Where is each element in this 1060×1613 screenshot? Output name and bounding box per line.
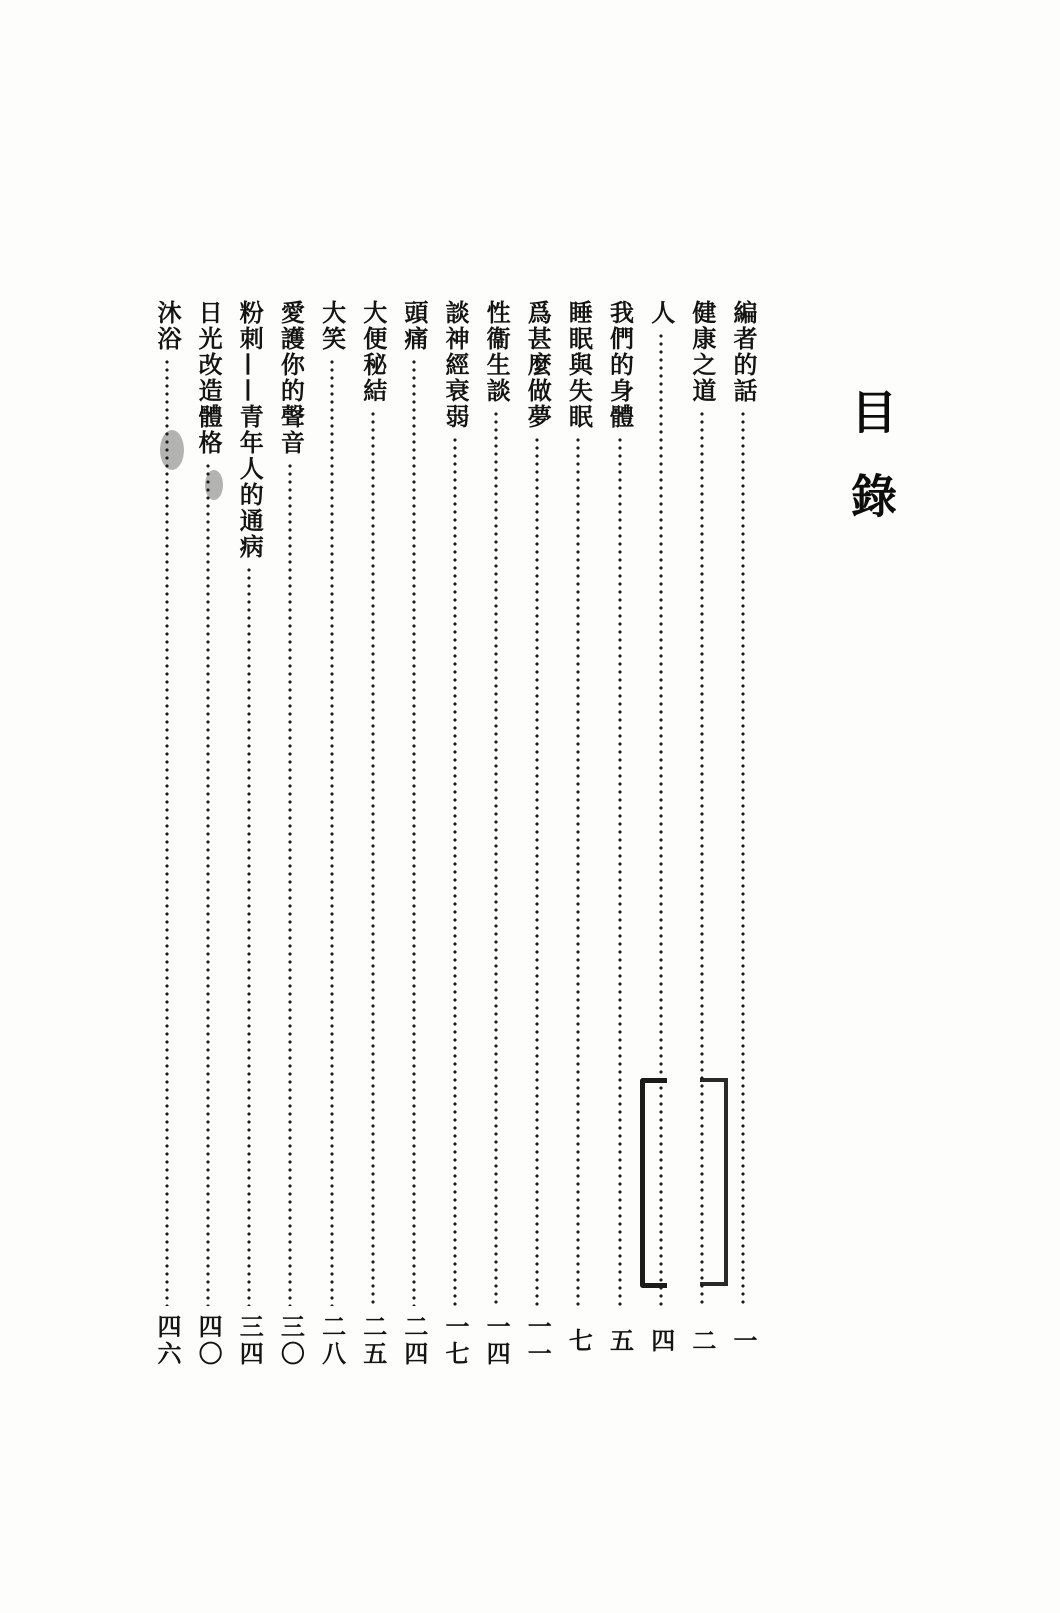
toc-entry-leader-dots [618, 436, 622, 1306]
toc-entry-page: 三四 [235, 1314, 265, 1368]
toc-entry-page: 二四 [399, 1314, 429, 1368]
toc-entry-leader-dots [371, 410, 375, 1306]
toc-entry-title: 大笑 [317, 300, 347, 352]
toc-entry-leader-dots [535, 436, 539, 1306]
toc-entry-page: 五 [605, 1327, 635, 1355]
toc-entry-title: 日光改造體格 [194, 300, 224, 456]
toc-entry-page: 一四 [482, 1314, 512, 1368]
toc-entry-title: 性衞生談 [482, 300, 512, 404]
toc-entry-leader-dots [330, 358, 334, 1306]
toc-entry-title: 談神經衰弱 [440, 300, 470, 430]
toc-entry-leader-dots [412, 358, 416, 1306]
toc-entry-page: 二八 [317, 1314, 347, 1368]
page-title: 目錄 [844, 388, 898, 556]
toc-entry-page: 一七 [440, 1314, 470, 1368]
toc-entry[interactable] [315, 300, 349, 1370]
toc-entry-leader-dots [659, 332, 663, 1306]
toc-entry-page: 四〇 [194, 1314, 224, 1368]
toc-entry-leader-dots [453, 436, 457, 1306]
toc-entry-title: 頭痛 [399, 300, 429, 352]
toc-entry-page: 四 [646, 1327, 676, 1355]
toc-entry[interactable] [603, 300, 637, 1370]
toc-entry-leader-dots [247, 566, 251, 1306]
toc-entry-leader-dots [576, 436, 580, 1306]
toc-entry-title: 我們的身體 [605, 300, 635, 430]
toc-entry-page: 一 [728, 1327, 758, 1355]
toc-entry-page: 二 [687, 1327, 717, 1355]
toc-entry-page: 一一 [523, 1314, 553, 1368]
toc-entry[interactable] [232, 300, 266, 1370]
toc-entry-title: 愛護你的聲音 [276, 300, 306, 456]
toc-entry-page: 三〇 [276, 1314, 306, 1368]
toc-entry-title: 人 [646, 300, 676, 326]
toc-entry-leader-dots [288, 462, 292, 1306]
toc-entry-page: 七 [564, 1327, 594, 1355]
toc-entry-leader-dots [741, 410, 745, 1306]
toc-entry[interactable] [479, 300, 513, 1370]
toc-entry[interactable] [561, 300, 595, 1370]
toc-entry-leader-dots [165, 358, 169, 1306]
table-of-contents [150, 300, 760, 1370]
toc-entry-title: 沐浴 [153, 300, 182, 352]
toc-entry[interactable] [273, 300, 307, 1370]
toc-entry-title: 健康之道 [687, 300, 717, 404]
toc-entry-title: 粉刺——青年人的通病 [235, 300, 265, 560]
toc-entry[interactable] [520, 300, 554, 1370]
toc-entry-leader-dots [206, 462, 210, 1306]
toc-entry[interactable] [397, 300, 431, 1370]
toc-entry-title: 編者的話 [728, 300, 758, 404]
toc-entry-title: 大便秘結 [358, 300, 388, 404]
toc-entry-title: 睡眠與失眠 [564, 300, 594, 430]
toc-entry-page: 二五 [358, 1314, 388, 1368]
toc-entry[interactable] [150, 300, 184, 1370]
toc-entry-page: 四六 [153, 1314, 182, 1368]
toc-entry[interactable] [356, 300, 390, 1370]
toc-entry[interactable] [644, 300, 678, 1370]
toc-entry[interactable] [438, 300, 472, 1370]
toc-entry-leader-dots [700, 410, 704, 1306]
toc-entry-leader-dots [494, 410, 498, 1306]
toc-entry[interactable] [685, 300, 719, 1370]
toc-entry-title: 爲甚麼做夢 [523, 300, 553, 430]
toc-entry[interactable] [191, 300, 225, 1370]
toc-entry[interactable] [726, 300, 760, 1370]
